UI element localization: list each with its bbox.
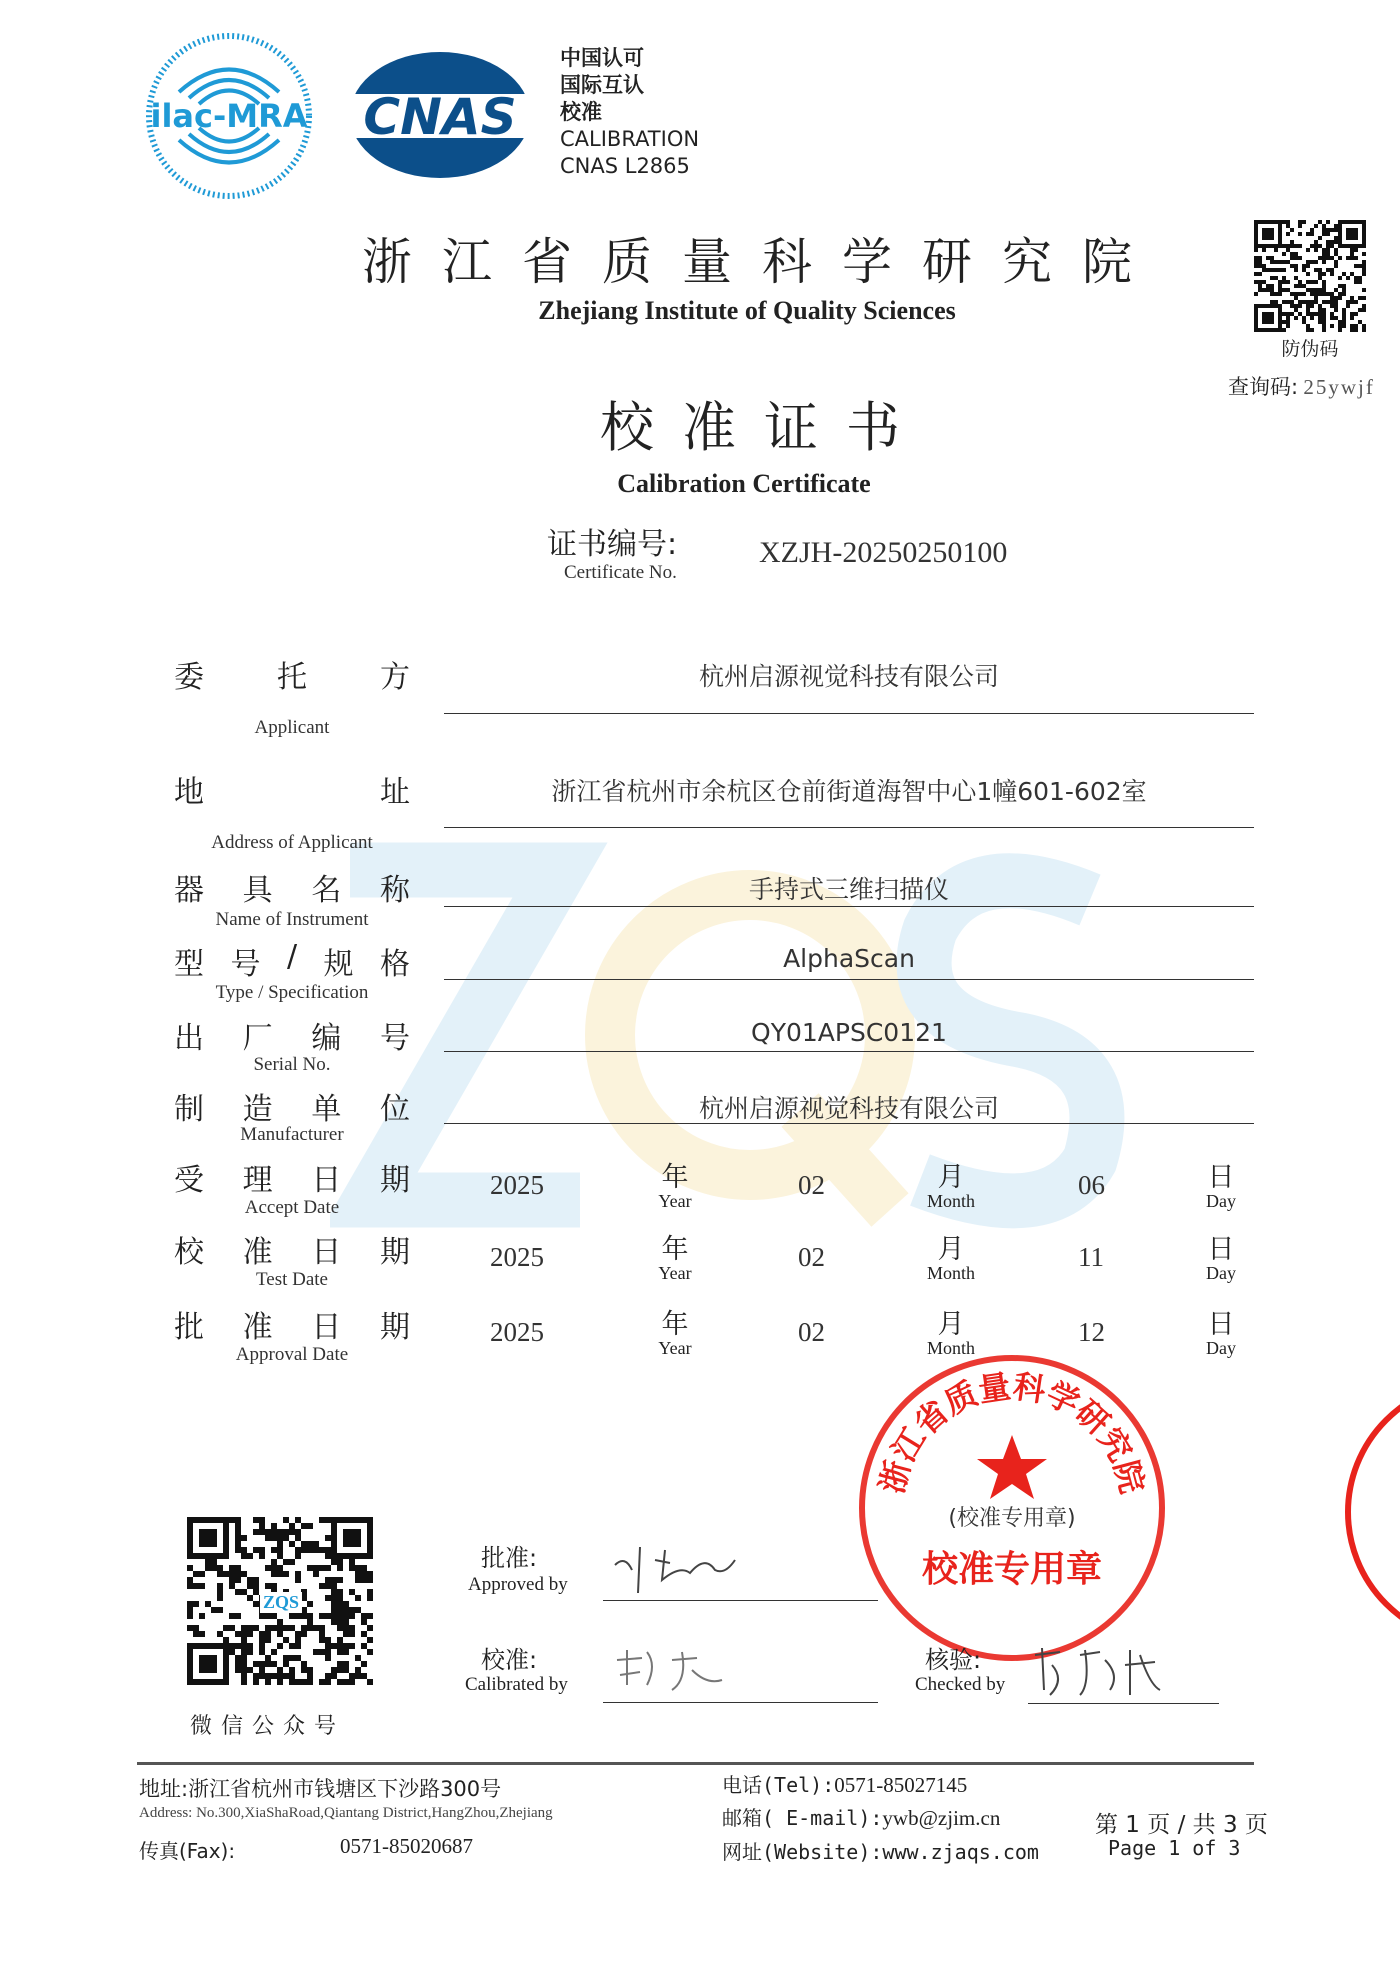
year-unit: 年 (661, 1234, 689, 1265)
website-link[interactable]: www.zjaqs.com (882, 1840, 1039, 1864)
date-label (174, 1227, 410, 1271)
footer-address-en: Address: No.300,XiaShaRoad,Qiantang District,HangZhou,Zhejiang (139, 1805, 553, 1821)
field-label (174, 865, 410, 909)
accreditation-text (560, 45, 699, 180)
field-value: 手持式三维扫描仪 (748, 875, 949, 904)
field-label-en: Name of Instrument (215, 909, 369, 930)
footer-email (722, 1802, 1000, 1831)
qr-logo: ZQS (260, 1592, 302, 1613)
label-char: 造 (242, 1092, 273, 1127)
label-char: 日 (311, 1235, 342, 1270)
label-char: 厂 (242, 1021, 273, 1056)
label-char: 号 (379, 1021, 410, 1056)
accreditation-line: CNAS L2865 (560, 154, 690, 178)
certificate-no-label: 证书编号: (547, 527, 678, 562)
footer-tel (722, 1769, 967, 1798)
month-unit: 月 (937, 1234, 965, 1265)
query-code-label: 查询码: (1228, 375, 1299, 399)
day-unit-en: Day (1206, 1191, 1236, 1211)
svg-text:(校准专用章): (校准专用章) (948, 1506, 1076, 1531)
month-unit-en: Month (926, 1191, 975, 1211)
label-char: 格 (379, 947, 410, 982)
field-label-en: Applicant (254, 717, 330, 738)
date-year: 2025 (490, 1317, 544, 1347)
footer-address-cn: 地址:浙江省杭州市钱塘区下沙路300号 (139, 1777, 502, 1801)
date-day: 06 (1078, 1170, 1105, 1200)
day-unit: 日 (1207, 1234, 1235, 1265)
field-value: AlphaScan (783, 944, 915, 973)
cnas-logo (345, 50, 535, 180)
tel-value: 0571-85027145 (834, 1773, 968, 1797)
accreditation-line: 中国认可 (560, 46, 644, 70)
month-unit: 月 (937, 1162, 965, 1193)
label-char: 器 (174, 873, 204, 908)
field-label-en: Serial No. (253, 1054, 331, 1075)
label-char: 理 (242, 1163, 273, 1198)
label-char: 址 (380, 775, 410, 810)
date-label-en: Test Date (255, 1269, 328, 1290)
date-label-en: Accept Date (244, 1197, 340, 1218)
date-label (174, 1155, 410, 1199)
month-unit-en: Month (926, 1263, 975, 1283)
field-label (174, 652, 410, 696)
year-unit-en: Year (658, 1263, 692, 1283)
accreditation-line: 校准 (560, 100, 602, 124)
website-label: 网址(Website): (722, 1840, 883, 1864)
label-char: 规 (323, 947, 354, 982)
checker-signature (1030, 1640, 1170, 1705)
label-char: 单 (311, 1092, 342, 1127)
footer-fax-label: 传真(Fax): (139, 1839, 236, 1863)
date-day: 11 (1078, 1242, 1104, 1272)
label-char: 出 (174, 1021, 204, 1056)
year-unit: 年 (661, 1309, 689, 1340)
certificate-no-value: XZJH-20250250100 (759, 536, 1008, 569)
label-char: 名 (311, 873, 342, 908)
field-underline (444, 1123, 1254, 1124)
label-char: 期 (379, 1163, 410, 1198)
date-month: 02 (798, 1317, 825, 1347)
calibrator-signature (612, 1640, 732, 1700)
field-value: QY01APSC0121 (751, 1018, 947, 1047)
field-label-en: Manufacturer (240, 1124, 344, 1145)
page-number-cn: 第 1 页 / 共 3 页 (1095, 1812, 1268, 1838)
date-label (174, 1302, 410, 1346)
field-underline (444, 906, 1254, 907)
year-unit-en: Year (658, 1191, 692, 1211)
field-label (174, 1084, 410, 1128)
field-value: 浙江省杭州市余杭区仓前街道海智中心1幢601-602室 (551, 777, 1147, 806)
label-char: 受 (174, 1163, 204, 1198)
calibration-seal (857, 1353, 1167, 1663)
label-char: 编 (311, 1021, 342, 1056)
certificate-no-label-en: Certificate No. (564, 562, 677, 583)
label-char: 准 (242, 1310, 273, 1345)
query-code-value: 25ywjf (1303, 375, 1375, 399)
label-char: 期 (379, 1310, 410, 1345)
date-month: 02 (798, 1242, 825, 1272)
day-unit-en: Day (1206, 1338, 1236, 1358)
field-underline (444, 713, 1254, 714)
svg-text:ilac-MRA: ilac-MRA (150, 97, 308, 135)
field-label (174, 939, 410, 983)
accreditation-line: CALIBRATION (560, 127, 700, 151)
anti-fake-qr-code[interactable] (1254, 220, 1366, 332)
label-char: 批 (174, 1310, 204, 1345)
date-label-en: Approval Date (235, 1344, 349, 1365)
label-char: 校 (174, 1235, 204, 1270)
calibrated-label: 校准: (481, 1646, 538, 1674)
email-link[interactable]: ywb@zjim.cn (882, 1806, 1001, 1830)
approved-line (603, 1600, 878, 1601)
label-char: 托 (277, 660, 307, 695)
field-label (174, 1013, 410, 1057)
query-code (1228, 371, 1375, 401)
label-char: 日 (311, 1163, 342, 1198)
label-char: 准 (242, 1235, 273, 1270)
svg-text:校准专用章: 校准专用章 (921, 1549, 1103, 1590)
label-char: 具 (242, 873, 273, 908)
date-month: 02 (798, 1170, 825, 1200)
label-char: 制 (174, 1092, 204, 1127)
date-day: 12 (1078, 1317, 1105, 1347)
institute-name-en: Zhejiang Institute of Quality Sciences (538, 296, 956, 325)
date-year: 2025 (490, 1242, 544, 1272)
certificate-title-en: Calibration Certificate (617, 469, 871, 498)
approver-signature (610, 1535, 740, 1595)
label-char: 型 (174, 947, 204, 982)
calibrated-line (603, 1702, 878, 1703)
checked-label-en: Checked by (915, 1674, 1006, 1695)
label-char: 位 (379, 1092, 410, 1127)
wechat-label: 微信公众号 (190, 1714, 346, 1739)
label-char: 期 (379, 1235, 410, 1270)
date-year: 2025 (490, 1170, 544, 1200)
label-char: 方 (380, 660, 410, 695)
label-char: 委 (174, 660, 204, 695)
field-label-en: Type / Specification (215, 982, 369, 1003)
footer-fax: 0571-85020687 (340, 1834, 473, 1858)
tel-label: 电话(Tel): (722, 1773, 835, 1797)
accreditation-line: 国际互认 (560, 73, 644, 97)
svg-text:浙江省质量科学研究院: 浙江省质量科学研究院 (872, 1367, 1152, 1498)
page-number-en: Page 1 of 3 (1108, 1836, 1241, 1860)
partial-seal (1338, 1372, 1400, 1652)
approved-label: 批准: (481, 1544, 538, 1572)
field-underline (444, 827, 1254, 828)
field-value: 杭州启源视觉科技有限公司 (698, 662, 999, 691)
field-value: 杭州启源视觉科技有限公司 (698, 1094, 999, 1123)
field-underline (444, 979, 1254, 980)
footer-divider (137, 1762, 1254, 1765)
field-label (174, 767, 410, 811)
svg-text:CNAS: CNAS (363, 88, 517, 146)
day-unit-en: Day (1206, 1263, 1236, 1283)
label-char: / (286, 939, 298, 974)
checked-label: 核验: (925, 1646, 982, 1674)
field-label-en: Address of Applicant (211, 832, 373, 853)
calibrated-label-en: Calibrated by (465, 1674, 568, 1695)
field-underline (444, 1051, 1254, 1052)
year-unit: 年 (661, 1162, 689, 1193)
label-char: 日 (311, 1310, 342, 1345)
checked-line (1028, 1703, 1219, 1704)
month-unit: 月 (937, 1309, 965, 1340)
footer-website (722, 1836, 1039, 1865)
institute-name-cn: 浙江省质量科学研究院 (362, 233, 1162, 291)
day-unit: 日 (1207, 1162, 1235, 1193)
email-label: 邮箱( E-mail): (722, 1806, 883, 1830)
approved-label-en: Approved by (468, 1574, 568, 1595)
label-char: 称 (379, 873, 410, 908)
label-char: 号 (230, 947, 261, 982)
ilac-mra-logo (145, 32, 313, 200)
label-char: 地 (174, 775, 204, 810)
month-unit-en: Month (926, 1338, 975, 1358)
anti-fake-label: 防伪码 (1281, 338, 1339, 360)
year-unit-en: Year (658, 1338, 692, 1358)
certificate-title-cn: 校准证书 (600, 396, 928, 459)
day-unit: 日 (1207, 1309, 1235, 1340)
